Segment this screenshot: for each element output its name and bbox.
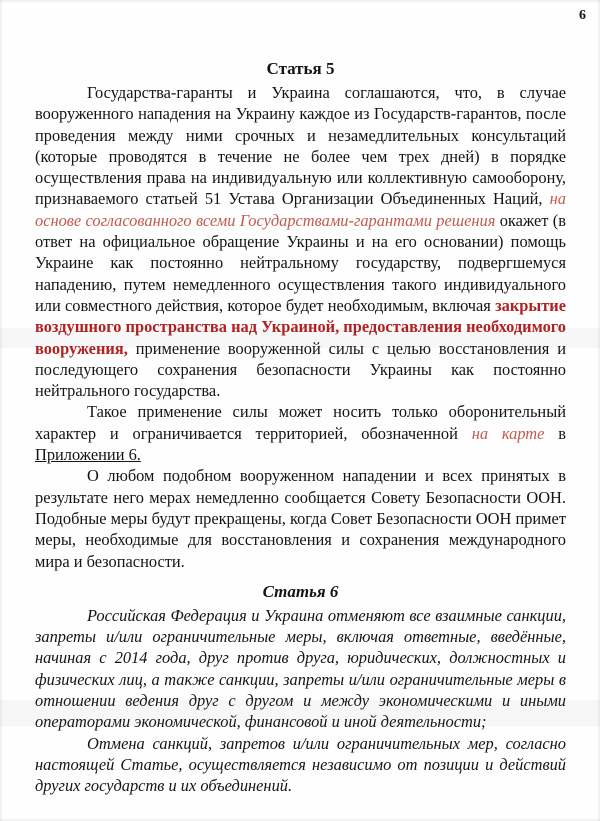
text-run: Государства-гаранты и Украина соглашаются, что, в случае вооруженного нападения на Украину каждое из Государств-гарантов, после проведения между ними срочных и незамедлительных консультаций (которые проводятся в течение не более чем трех дней) в порядке осуществления права на индивидуальную или коллективную самооборону, признаваемого статьей 51 Устава Организации Объединенных Наций, — [35, 83, 566, 209]
text-run: Такое применение силы может носить только оборонительный характер и ограничивается территорией, обозначенной — [35, 402, 566, 443]
text-run: окажет (в ответ на официальное обращение Украины и на его основании) помощь Украине как постоянно нейтральному государству, подвергшемуся нападению, путем немедленного осуществления такого индивидуального или совместного действия, которое будет необходимым, включая — [35, 210, 566, 315]
article5-paragraph-2 — [35, 401, 566, 465]
text-run: в — [544, 423, 566, 443]
article5-paragraph-3: О любом подобном вооруженном нападении и всех принятых в результате него мерах немедленно сообщается Совету Безопасности ООН. Подобные меры будут прекращены, когда Совет Безопасности ООН примет меры, необходимые для восстановления и сохранения международного мира и безопасности. — [35, 466, 566, 571]
article5-paragraph-1 — [35, 82, 566, 401]
page-number: 6 — [579, 8, 586, 23]
article6-paragraph-2: Отмена санкций, запретов и/или ограничительных мер, согласно настоящей Статье, осуществляется независимо от позиции и действий других государств и их объединений. — [35, 733, 566, 796]
underlined-reference: Приложении 6. — [35, 445, 141, 465]
red-bold-run: закрытие воздушного пространства над Украиной, предоставления необходимого вооружения, — [35, 295, 566, 358]
red-italic-run: на карте — [471, 423, 545, 443]
article6-paragraph-1: Российская Федерация и Украина отменяют все взаимные санкции, запреты и/или ограничительные меры, включая ответные, введённые, начиная с 2014 года, друг против друга, юридических, должностных и физических лиц, а также санкции, запреты и/или ограничительные меры в отношении ведения друг с другом и между экономическими и иными операторами экономической, финансовой и иной деятельности; — [35, 605, 566, 732]
article5-title: Статья 5 — [266, 59, 335, 78]
article6-title: Статья 6 — [262, 581, 339, 601]
text-run: применение вооруженной силы с целью восстановления и последующего сохранения безопасности Украины как постоянно нейтрального государства. — [35, 338, 566, 401]
red-italic-run: на основе согласованного всеми Государствами-гарантами решения — [35, 189, 566, 230]
